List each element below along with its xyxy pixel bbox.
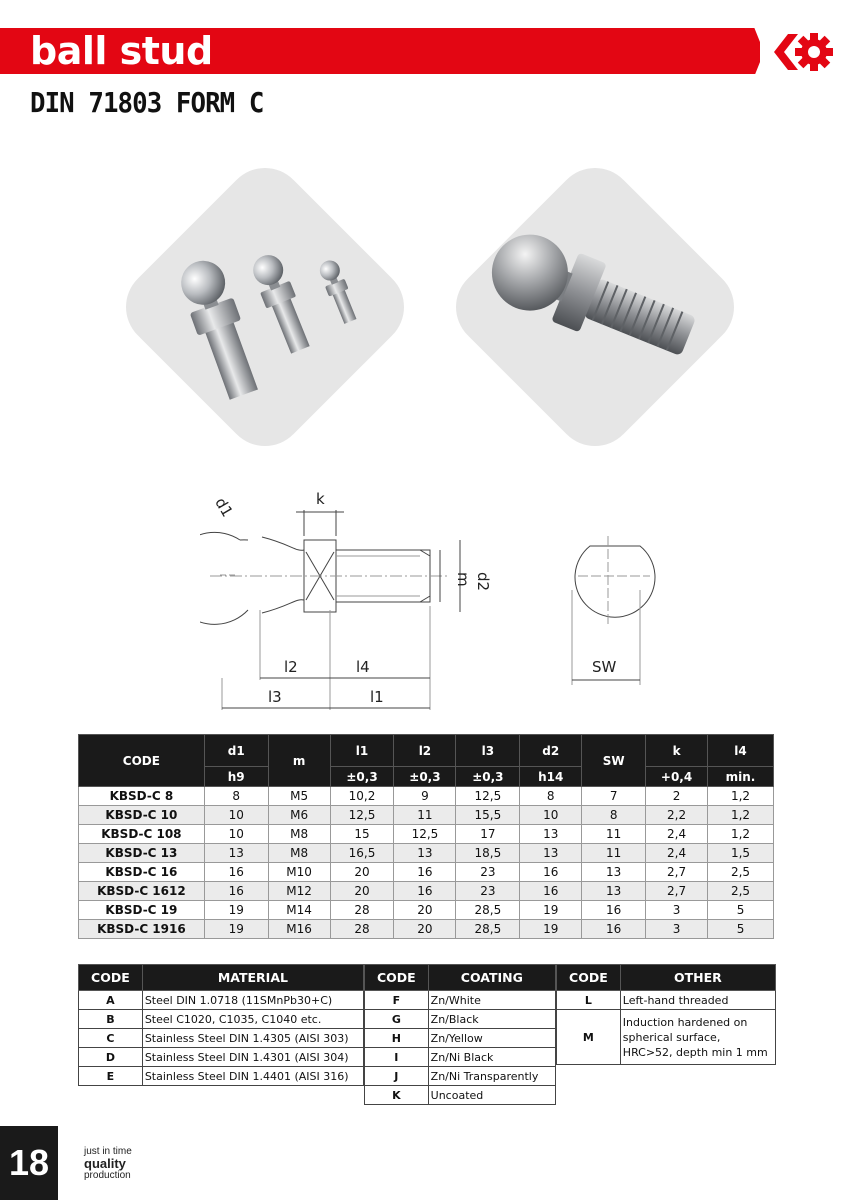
table-cell: 11 <box>582 825 646 844</box>
table-cell: I <box>365 1048 429 1067</box>
table-cell: 13 <box>520 844 582 863</box>
tagline <box>84 1146 132 1181</box>
col-header-d1: d1 <box>204 735 268 767</box>
col-header-l2: l2 <box>394 735 456 767</box>
table-cell: A <box>79 991 143 1010</box>
table-cell: M <box>557 1010 621 1065</box>
table-row <box>79 882 774 901</box>
col-header-code: CODE <box>79 735 205 787</box>
table-cell: Induction hardened on spherical surface, HRC>52, depth min 1 mm <box>620 1010 775 1065</box>
tolerance-k: +0,4 <box>646 767 708 787</box>
table-row <box>79 1067 364 1086</box>
dimensions-table <box>78 734 774 939</box>
table-cell: 8 <box>582 806 646 825</box>
material-header: MATERIAL <box>142 965 363 991</box>
material-table <box>78 964 364 1086</box>
table-cell: D <box>79 1048 143 1067</box>
table-cell: 17 <box>456 825 520 844</box>
table-cell: Zn/Yellow <box>428 1029 555 1048</box>
col-header-l4: l4 <box>708 735 774 767</box>
table-cell: K <box>365 1086 429 1105</box>
col-header-d2: d2 <box>520 735 582 767</box>
table-cell: 16,5 <box>330 844 394 863</box>
table-cell: Left-hand threaded <box>620 991 775 1010</box>
table-cell: KBSD-C 1916 <box>79 920 205 939</box>
product-photo-group <box>110 152 420 462</box>
table-cell: 12,5 <box>394 825 456 844</box>
table-cell: Steel C1020, C1035, C1040 etc. <box>142 1010 363 1029</box>
table-cell: M6 <box>268 806 330 825</box>
table-cell: 15,5 <box>456 806 520 825</box>
table-cell: 20 <box>394 920 456 939</box>
table-cell: Zn/White <box>428 991 555 1010</box>
table-cell: 11 <box>582 844 646 863</box>
table-cell: M16 <box>268 920 330 939</box>
label-l4: l4 <box>356 658 370 676</box>
table-cell: 19 <box>520 901 582 920</box>
table-cell: 19 <box>204 901 268 920</box>
table-cell: F <box>365 991 429 1010</box>
table-cell: Stainless Steel DIN 1.4305 (AISI 303) <box>142 1029 363 1048</box>
table-cell: KBSD-C 1612 <box>79 882 205 901</box>
tagline-line-1: just in time <box>84 1146 132 1157</box>
table-cell: 23 <box>456 882 520 901</box>
table-cell: 16 <box>520 882 582 901</box>
table-cell: 2 <box>646 787 708 806</box>
table-cell: 18,5 <box>456 844 520 863</box>
label-d2: d2 <box>474 572 492 592</box>
table-row <box>79 901 774 920</box>
table-cell: M8 <box>268 844 330 863</box>
table-cell: 2,7 <box>646 882 708 901</box>
table-cell: 20 <box>330 863 394 882</box>
table-cell: M8 <box>268 825 330 844</box>
tagline-line-2: quality <box>84 1156 126 1171</box>
table-cell: KBSD-C 8 <box>79 787 205 806</box>
table-cell: 3 <box>646 901 708 920</box>
table-cell: 28,5 <box>456 901 520 920</box>
table-row <box>79 787 774 806</box>
table-cell: 16 <box>582 920 646 939</box>
page-subtitle: DIN 71803 FORM C <box>30 86 264 119</box>
table-cell: 16 <box>520 863 582 882</box>
col-header-l1: l1 <box>330 735 394 767</box>
table-cell: E <box>79 1067 143 1086</box>
table-row <box>365 1067 556 1086</box>
table-cell: 20 <box>330 882 394 901</box>
label-d1: d1 <box>211 494 237 521</box>
col-header-l3: l3 <box>456 735 520 767</box>
table-cell: KBSD-C 19 <box>79 901 205 920</box>
table-cell: 2,4 <box>646 844 708 863</box>
table-row <box>79 991 364 1010</box>
tolerance-d1: h9 <box>204 767 268 787</box>
table-row <box>79 863 774 882</box>
table-cell: 8 <box>204 787 268 806</box>
table-cell: 1,5 <box>708 844 774 863</box>
table-cell: 13 <box>204 844 268 863</box>
table-cell: Stainless Steel DIN 1.4301 (AISI 304) <box>142 1048 363 1067</box>
table-cell: L <box>557 991 621 1010</box>
table-row <box>365 1029 556 1048</box>
table-cell: 11 <box>394 806 456 825</box>
coating-table <box>364 964 556 1105</box>
table-cell: 10 <box>520 806 582 825</box>
table-cell: Uncoated <box>428 1086 555 1105</box>
table-row <box>79 1048 364 1067</box>
tolerance-l4: min. <box>708 767 774 787</box>
table-cell: 2,5 <box>708 882 774 901</box>
tolerance-l3: ±0,3 <box>456 767 520 787</box>
coating-header: COATING <box>428 965 555 991</box>
table-cell: 15 <box>330 825 394 844</box>
table-cell: 10,2 <box>330 787 394 806</box>
table-cell: C <box>79 1029 143 1048</box>
table-cell: Zn/Black <box>428 1010 555 1029</box>
table-cell: 16 <box>204 882 268 901</box>
table-cell: 13 <box>520 825 582 844</box>
table-cell: 28,5 <box>456 920 520 939</box>
table-row <box>365 991 556 1010</box>
label-m: m <box>454 572 472 587</box>
table-cell: Stainless Steel DIN 1.4401 (AISI 316) <box>142 1067 363 1086</box>
table-cell: 2,7 <box>646 863 708 882</box>
table-cell: 7 <box>582 787 646 806</box>
label-k: k <box>316 490 325 508</box>
coating-code-header: CODE <box>365 965 429 991</box>
table-row <box>79 1010 364 1029</box>
table-cell: KBSD-C 16 <box>79 863 205 882</box>
table-row <box>79 825 774 844</box>
table-cell: 2,2 <box>646 806 708 825</box>
page-title: ball stud <box>30 29 213 73</box>
table-cell: 9 <box>394 787 456 806</box>
tolerance-l2: ±0,3 <box>394 767 456 787</box>
table-row <box>365 1048 556 1067</box>
table-cell: J <box>365 1067 429 1086</box>
table-cell: KBSD-C 10 <box>79 806 205 825</box>
label-sw: SW <box>592 658 617 676</box>
col-header-m: m <box>268 735 330 787</box>
table-cell: 13 <box>582 882 646 901</box>
material-code-header: CODE <box>79 965 143 991</box>
table-cell: 10 <box>204 825 268 844</box>
table-cell: Steel DIN 1.0718 (11SMnPb30+C) <box>142 991 363 1010</box>
col-header-sw: SW <box>582 735 646 787</box>
table-cell: Zn/Ni Transparently <box>428 1067 555 1086</box>
table-cell: M14 <box>268 901 330 920</box>
table-row <box>365 1086 556 1105</box>
other-table <box>556 964 776 1065</box>
other-code-header: CODE <box>557 965 621 991</box>
table-cell: M12 <box>268 882 330 901</box>
table-cell: 23 <box>456 863 520 882</box>
page-number: 18 <box>0 1126 58 1200</box>
table-row <box>557 991 776 1010</box>
product-photo-closeup <box>440 152 750 462</box>
table-row <box>79 806 774 825</box>
technical-drawing <box>200 480 660 710</box>
table-cell: H <box>365 1029 429 1048</box>
table-cell: G <box>365 1010 429 1029</box>
label-l2: l2 <box>284 658 298 676</box>
table-cell: 5 <box>708 920 774 939</box>
table-cell: M5 <box>268 787 330 806</box>
table-cell: 2,4 <box>646 825 708 844</box>
table-cell: 12,5 <box>330 806 394 825</box>
table-cell: 1,2 <box>708 825 774 844</box>
table-row <box>79 844 774 863</box>
label-l3: l3 <box>268 688 282 706</box>
table-cell: Zn/Ni Black <box>428 1048 555 1067</box>
table-cell: B <box>79 1010 143 1029</box>
tolerance-l1: ±0,3 <box>330 767 394 787</box>
table-row <box>557 1010 776 1065</box>
table-row <box>79 920 774 939</box>
table-cell: 1,2 <box>708 806 774 825</box>
other-header: OTHER <box>620 965 775 991</box>
table-cell: 16 <box>394 882 456 901</box>
table-cell: 28 <box>330 901 394 920</box>
label-l1: l1 <box>370 688 384 706</box>
table-cell: M10 <box>268 863 330 882</box>
table-cell: 16 <box>204 863 268 882</box>
gear-logo-icon <box>752 22 836 82</box>
tolerance-d2: h14 <box>520 767 582 787</box>
table-cell: 16 <box>394 863 456 882</box>
tagline-line-3: production <box>84 1170 131 1181</box>
table-cell: 20 <box>394 901 456 920</box>
table-cell: 19 <box>204 920 268 939</box>
table-cell: 13 <box>582 863 646 882</box>
table-cell: 3 <box>646 920 708 939</box>
table-cell: KBSD-C 13 <box>79 844 205 863</box>
table-cell: 19 <box>520 920 582 939</box>
table-cell: 5 <box>708 901 774 920</box>
table-cell: 1,2 <box>708 787 774 806</box>
table-cell: 2,5 <box>708 863 774 882</box>
table-cell: 16 <box>582 901 646 920</box>
table-row <box>79 1029 364 1048</box>
table-row <box>365 1010 556 1029</box>
table-cell: 12,5 <box>456 787 520 806</box>
table-cell: 10 <box>204 806 268 825</box>
col-header-k: k <box>646 735 708 767</box>
table-cell: KBSD-C 108 <box>79 825 205 844</box>
table-cell: 28 <box>330 920 394 939</box>
table-cell: 8 <box>520 787 582 806</box>
table-cell: 13 <box>394 844 456 863</box>
